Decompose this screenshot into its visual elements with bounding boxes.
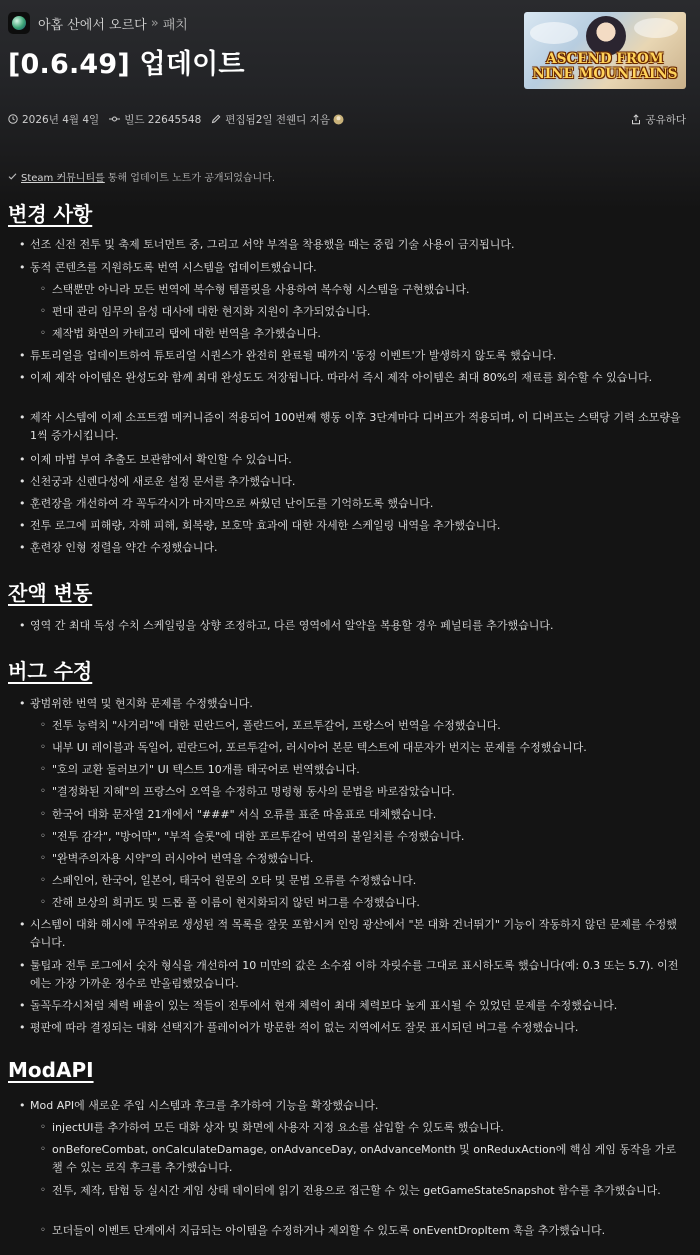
breadcrumb	[8, 12, 188, 34]
list-item: • 튜토리얼을 업데이트하여 튜토리얼 시퀀스가 완전히 완료될 때까지 '동정 이벤트'가 발생하지 않도록 했습니다.	[30, 347, 684, 365]
game-capsule-image[interactable]	[524, 12, 686, 89]
share-label[interactable]: 공유하다	[645, 113, 686, 126]
capsule-logo-text: ASCEND FROM NINE MOUNTAINS	[532, 51, 678, 82]
check-icon	[8, 172, 17, 181]
list-item: ◦ 제작법 화면의 카테고리 탭에 대한 번역을 추가했습니다.	[52, 325, 684, 343]
steam-community-link[interactable]: Steam 커뮤니티를	[21, 173, 105, 184]
game-logo-icon[interactable]	[8, 12, 30, 34]
share-button[interactable]	[631, 111, 686, 127]
list-item: • 툴팁과 전투 로그에서 숫자 형식을 개선하여 10 미만의 값은 소수점 이하 자릿수를 그대로 표시하도록 했습니다(예: 0.3 또는 5.7). 이전에는 가장 가까운 정수로 반올림했었습니다.	[30, 957, 684, 992]
section-title-modapi: ModAPI	[8, 1058, 94, 1082]
list-item: • 광범위한 번역 및 현지화 문제를 수정했습니다.	[30, 695, 684, 713]
list-item: • 훈련장을 개선하여 각 꼭두각시가 마지막으로 싸웠던 난이도를 기억하도록 했습니다.	[30, 495, 684, 513]
list-item: • 신천궁과 신렌다성에 새로운 설정 문서를 추가했습니다.	[30, 473, 684, 491]
list-item: ◦ 스택뿐만 아니라 모든 번역에 복수형 템플릿을 사용하여 복수형 시스템을 구현했습니다.	[52, 281, 684, 299]
section-title-bugfixes: 버그 수정	[8, 659, 93, 683]
section-title-changes: 변경 사항	[8, 202, 93, 226]
list-item: ◦ 한국어 대화 문자열 21개에서 "###" 서식 오류를 표준 따옴표로 대체했습니다.	[52, 806, 684, 824]
list-item: ◦ injectUI를 추가하여 모든 대화 상자 및 화면에 사용자 지정 요소를 삽입할 수 있도록 했습니다.	[52, 1119, 684, 1137]
character-art-icon	[586, 16, 626, 56]
post-meta	[8, 111, 358, 127]
list-item: ◦ onBeforeCombat, onCalculateDamage, onAdvanceDay, onAdvanceMonth 및 onReduxAction에 핵심 게임 동작을 가로챌 수 있는 로직 후크를 추가했습니다.	[52, 1141, 684, 1176]
source-note	[8, 169, 275, 184]
list-item: • 동적 콘텐츠를 지원하도록 번역 시스템을 업데이트했습니다.	[30, 259, 684, 277]
list-item: • 제작 시스템에 이제 소프트캡 메커니즘이 적용되어 100번째 행동 이후 3단계마다 디버프가 적용되며, 이 디버프는 스택당 기력 소모량을 1씩 증가시킵니다.	[30, 409, 684, 444]
list-item: ◦ 모더들이 이벤트 단계에서 지급되는 아이템을 수정하거나 제외할 수 있도록 onEventDropItem 훅을 추가했습니다.	[52, 1222, 684, 1240]
list-item: ◦ "전투 감각", "방어막", "부적 슬롯"에 대한 포르투갈어 번역의 불일치를 수정했습니다.	[52, 828, 684, 846]
meta-date-text: 2026년 4월 4일	[22, 113, 100, 126]
breadcrumb-separator: »	[150, 15, 159, 31]
list-item: • Mod API에 새로운 주입 시스템과 후크를 추가하여 기능을 확장했습니다.	[30, 1097, 684, 1115]
list-item: ◦ "완벽주의자용 시약"의 러시아어 번역을 수정했습니다.	[52, 850, 684, 868]
list-item: ◦ 내부 UI 레이블과 독일어, 핀란드어, 포르투갈어, 러시아어 본문 텍스트에 대문자가 번지는 문제를 수정했습니다.	[52, 739, 684, 757]
meta-date	[8, 112, 99, 127]
list-item: • 훈련장 인형 정렬을 약간 수정했습니다.	[30, 539, 684, 557]
clock-icon	[8, 114, 18, 124]
breadcrumb-section-link[interactable]: 패치	[162, 17, 188, 33]
list-item: • 이제 제작 아이템은 완성도와 함께 최대 완성도도 저장됩니다. 따라서 즉시 제작 아이템은 최대 80%의 재료를 회수할 수 있습니다.	[30, 369, 684, 387]
list-item: ◦ 전투, 제작, 탐험 등 실시간 게임 상태 데이터에 읽기 전용으로 접근할 수 있는 getGameStateSnapshot 함수를 추가했습니다.	[52, 1182, 684, 1200]
list-item: ◦ 스페인어, 한국어, 일본어, 태국어 원문의 오타 및 문법 오류를 수정했습니다.	[52, 872, 684, 890]
list-item: • 평판에 따라 결정되는 대화 선택지가 플레이어가 방문한 적이 없는 지역에서도 잘못 표시되던 버그를 수정했습니다.	[30, 1019, 684, 1037]
meta-edited-text: 편집됨2일 전웬디 지음	[225, 113, 330, 126]
list-item: ◦ 편대 관리 임무의 음성 대사에 대한 현지화 지원이 추가되었습니다.	[52, 303, 684, 321]
section-title-balance: 잔액 변동	[8, 581, 93, 605]
list-item: • 돌꼭두각시처럼 체력 배율이 있는 적들이 전투에서 현재 체력이 최대 체력보다 높게 표시될 수 있었던 문제를 수정했습니다.	[30, 997, 684, 1015]
commit-icon	[109, 114, 120, 124]
list-item: ◦ 잔해 보상의 희귀도 및 드롭 풀 이름이 현지화되지 않던 버그를 수정했습니다.	[52, 894, 684, 912]
meta-build	[109, 112, 201, 127]
list-item: ◦ "호의 교환 둘러보기" UI 텍스트 10개를 태국어로 번역했습니다.	[52, 761, 684, 779]
list-item: • 전투 로그에 피해량, 자해 피해, 회복량, 보호막 효과에 대한 자세한 스케일링 내역을 추가했습니다.	[30, 517, 684, 535]
list-item: • 영역 간 최대 독성 수치 스케일링을 상향 조정하고, 다른 영역에서 알약을 복용할 경우 페널티를 추가했습니다.	[30, 617, 684, 635]
list-item: • 선조 신전 전투 및 축제 토너먼트 중, 그리고 서약 부적을 착용했을 때는 중립 기술 사용이 금지됩니다.	[30, 236, 684, 254]
breadcrumb-game-link[interactable]: 아홉 산에서 오르다	[38, 17, 147, 33]
list-item: ◦ 전투 능력치 "사거리"에 대한 핀란드어, 폴란드어, 포르투갈어, 프랑스어 번역을 수정했습니다.	[52, 717, 684, 735]
meta-build-text: 빌드 22645548	[124, 113, 202, 126]
meta-edited	[211, 112, 348, 127]
source-note-text: 통해 업데이트 노트가 공개되었습니다.	[107, 173, 276, 184]
pencil-icon	[211, 114, 221, 124]
author-avatar-icon	[333, 114, 344, 125]
list-item: • 시스템이 대화 해시에 무작위로 생성된 적 목록을 잘못 포함시켜 인잉 광산에서 "본 대화 건너뛰기" 기능이 작동하지 않던 문제를 수정했습니다.	[30, 916, 684, 951]
list-item: • 이제 마법 부여 추출도 보관함에서 확인할 수 있습니다.	[30, 451, 684, 469]
share-icon	[631, 114, 641, 125]
page-title: [0.6.49] 업데이트	[8, 49, 245, 80]
list-item: ◦ "결정화된 지혜"의 프랑스어 오역을 수정하고 명령형 동사의 문법을 바로잡았습니다.	[52, 783, 684, 801]
